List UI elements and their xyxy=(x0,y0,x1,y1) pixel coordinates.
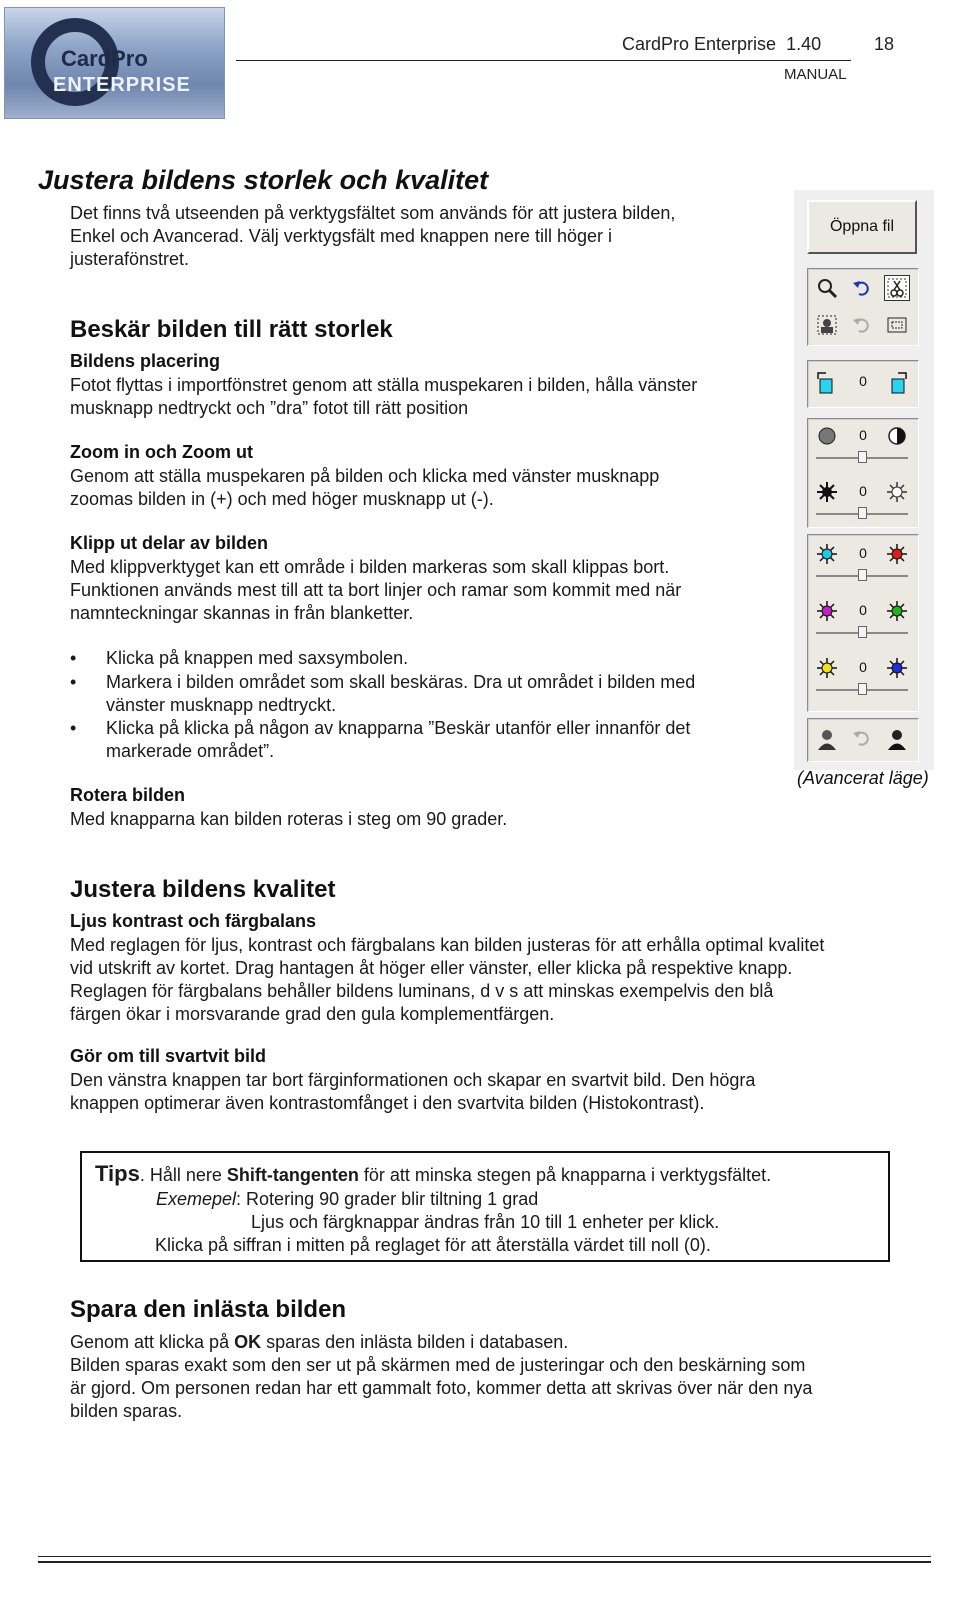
tips-line-4: Klicka på siffran i mitten på reglaget för att återställa värdet till noll (0). xyxy=(155,1235,711,1255)
rotate-text: Med knapparna kan bilden roteras i steg om 90 grader. xyxy=(70,809,508,829)
text-line: vid utskrift av kortet. Drag hantagen åt höger eller vänster, eller klicka på respektive knapp. xyxy=(70,958,793,978)
green-icon[interactable] xyxy=(886,600,908,622)
grayscale-group xyxy=(807,718,919,762)
intro-line: Enkel och Avancerad. Välj verktygsfält med knappen nere till höger i xyxy=(70,226,612,246)
text-line: Fotot flyttas i importfönstret genom att ställa muspekaren i bilden, hålla vänster xyxy=(70,375,698,395)
yellow-blue-slider-thumb[interactable] xyxy=(858,683,867,695)
ok-label: OK xyxy=(234,1332,262,1352)
cyan-icon[interactable] xyxy=(816,543,838,565)
save-title: Spara den inlästa bilden xyxy=(70,1296,347,1323)
yellow-blue-value[interactable]: 0 xyxy=(859,659,867,675)
bullet-icon: • xyxy=(70,648,77,668)
tips-label: Tips xyxy=(95,1161,140,1186)
bullet-text: markerade området”. xyxy=(106,741,275,761)
footer-rule xyxy=(38,1561,931,1563)
blue-icon[interactable] xyxy=(886,657,908,679)
rotate-group xyxy=(807,360,919,408)
tips-text: : Rotering 90 grader blir tiltning 1 grad xyxy=(236,1189,539,1209)
tips-line-1 xyxy=(95,1162,771,1187)
color-balance-group xyxy=(807,534,919,712)
placement-heading: Bildens placering xyxy=(70,351,221,371)
yellow-icon[interactable] xyxy=(816,657,838,679)
text-line: färgen ökar i morsvarande grad den gula komplementfärgen. xyxy=(70,1004,555,1024)
tips-text: för att minska stegen på knapparna i verktygsfältet. xyxy=(358,1165,772,1185)
text-line: Med klippverktyget kan ett område i bilden markeras som skall klippas bort. xyxy=(70,557,670,577)
bw-heading: Gör om till svartvit bild xyxy=(70,1046,267,1066)
rotate-value[interactable]: 0 xyxy=(859,373,867,389)
crop-title: Beskär bilden till rätt storlek xyxy=(70,316,393,343)
open-file-button[interactable]: Öppna fil xyxy=(807,200,917,254)
rotate-right-icon[interactable] xyxy=(886,371,908,393)
bullet-icon: • xyxy=(70,672,77,692)
brightness-low-icon[interactable] xyxy=(816,481,838,503)
contrast-low-icon[interactable] xyxy=(816,425,838,447)
text-line: Med reglagen för ljus, kontrast och färgbalans kan bilden justeras för att erhålla optimal kvalitet xyxy=(70,935,825,955)
text-line: Genom att ställa muspekaren på bilden och klicka med vänster musknapp xyxy=(70,466,660,486)
cyan-red-slider-thumb[interactable] xyxy=(858,569,867,581)
tips-line-3: Ljus och färgknappar ändras från 10 till 1 enheter per klick. xyxy=(251,1212,720,1232)
header-rule xyxy=(236,60,851,61)
tips-text-bold: Shift-tangenten xyxy=(226,1165,359,1185)
text-line: Funktionen används mest till att ta bort linjer och ramar som kommit med när xyxy=(70,580,682,600)
crop-inside-icon[interactable] xyxy=(886,314,908,336)
bullet-text: vänster musknapp nedtryckt. xyxy=(106,695,337,715)
toolbar-caption: (Avancerat läge) xyxy=(797,768,929,788)
histocontrast-icon[interactable] xyxy=(886,727,908,749)
undo-bw-icon[interactable] xyxy=(851,727,873,749)
text-line: Reglagen för färgbalans behåller bildens luminans, d v s att minskas exempelvis den blå xyxy=(70,981,774,1001)
text-line: bilden sparas. xyxy=(70,1401,183,1421)
text-line: knappen optimerar även kontrastomfånget i den svartvita bilden (Histokontrast). xyxy=(70,1093,705,1113)
text-line: musknapp nedtryckt och ”dra” fotot till rätt position xyxy=(70,398,469,418)
zoom-heading: Zoom in och Zoom ut xyxy=(70,442,253,462)
brightness-slider-thumb[interactable] xyxy=(858,507,867,519)
rotate-heading: Rotera bilden xyxy=(70,785,186,805)
logo-text-bottom: ENTERPRISE xyxy=(53,74,191,96)
rotate-left-icon[interactable] xyxy=(816,371,838,393)
cyan-red-value[interactable]: 0 xyxy=(859,545,867,561)
bullet-text: Klicka på knappen med saxsymbolen. xyxy=(106,648,409,668)
header-subtitle: MANUAL xyxy=(784,66,847,83)
text-line: Den vänstra knappen tar bort färginformationen och skapar en svartvit bild. Den högra xyxy=(70,1070,756,1090)
bullet-icon: • xyxy=(70,718,77,738)
tips-line-2 xyxy=(156,1188,538,1211)
cardpro-logo xyxy=(4,7,225,119)
magenta-green-slider-thumb[interactable] xyxy=(858,626,867,638)
contrast-slider-thumb[interactable] xyxy=(858,451,867,463)
placement-text xyxy=(70,374,770,420)
bw-text xyxy=(70,1069,930,1115)
clip-text xyxy=(70,556,770,625)
text-line: Bilden sparas exakt som den ser ut på skärmen med de justeringar och den beskärning som xyxy=(70,1355,806,1375)
toolbar-panel xyxy=(794,190,934,770)
text-line xyxy=(70,1331,930,1354)
undo-disabled-icon[interactable] xyxy=(851,314,873,336)
save-text-part: sparas den inlästa bilden i databasen. xyxy=(261,1332,569,1352)
scissors-icon[interactable] xyxy=(884,275,910,301)
red-icon[interactable] xyxy=(886,543,908,565)
clip-heading: Klipp ut delar av bilden xyxy=(70,533,269,553)
grayscale-icon[interactable] xyxy=(816,727,838,749)
bullet-text: Klicka på klicka på någon av knapparna ”Beskär utanför eller innanför det xyxy=(106,718,691,738)
quality-title: Justera bildens kvalitet xyxy=(70,876,336,903)
magenta-green-value[interactable]: 0 xyxy=(859,602,867,618)
light-contrast-group xyxy=(807,418,919,528)
footer-rule xyxy=(38,1556,931,1557)
brightness-value[interactable]: 0 xyxy=(859,483,867,499)
tips-text: . Håll nere xyxy=(139,1165,227,1185)
logo-text-top: CardPro xyxy=(61,46,148,71)
intro-paragraph xyxy=(70,202,770,271)
undo-icon[interactable] xyxy=(851,277,873,299)
light-text xyxy=(70,934,930,1026)
magenta-icon[interactable] xyxy=(816,600,838,622)
page-title: Justera bildens storlek och kvalitet xyxy=(38,165,489,195)
page-number: 18 xyxy=(874,34,895,54)
save-text xyxy=(70,1331,930,1423)
text-line: zoomas bilden in (+) och med höger musknapp ut (-). xyxy=(70,489,494,509)
text-line: namnteckningar skannas in från blanketter. xyxy=(70,603,414,623)
crop-outside-icon[interactable] xyxy=(816,314,838,336)
zoom-text xyxy=(70,465,770,511)
contrast-value[interactable]: 0 xyxy=(859,427,867,443)
header-product: CardPro Enterprise 1.40 xyxy=(622,34,822,54)
brightness-high-icon[interactable] xyxy=(886,481,908,503)
light-heading: Ljus kontrast och färgbalans xyxy=(70,911,317,931)
intro-line: Det finns två utseenden på verktygsfältet som används för att justera bilden, xyxy=(70,203,676,223)
tools-group xyxy=(807,268,919,346)
text-line: är gjord. Om personen redan har ett gammalt foto, kommer detta att skrivas över när den nya xyxy=(70,1378,813,1398)
zoom-icon[interactable] xyxy=(816,277,838,299)
intro-line: justerafönstret. xyxy=(70,249,190,269)
tips-box xyxy=(80,1151,890,1262)
bullet-text: Markera i bilden området som skall beskäras. Dra ut området i bilden med xyxy=(106,672,696,692)
save-text-part: Genom att klicka på xyxy=(70,1332,235,1352)
tips-example-label: Exemepel xyxy=(156,1189,237,1209)
contrast-high-icon[interactable] xyxy=(886,425,908,447)
